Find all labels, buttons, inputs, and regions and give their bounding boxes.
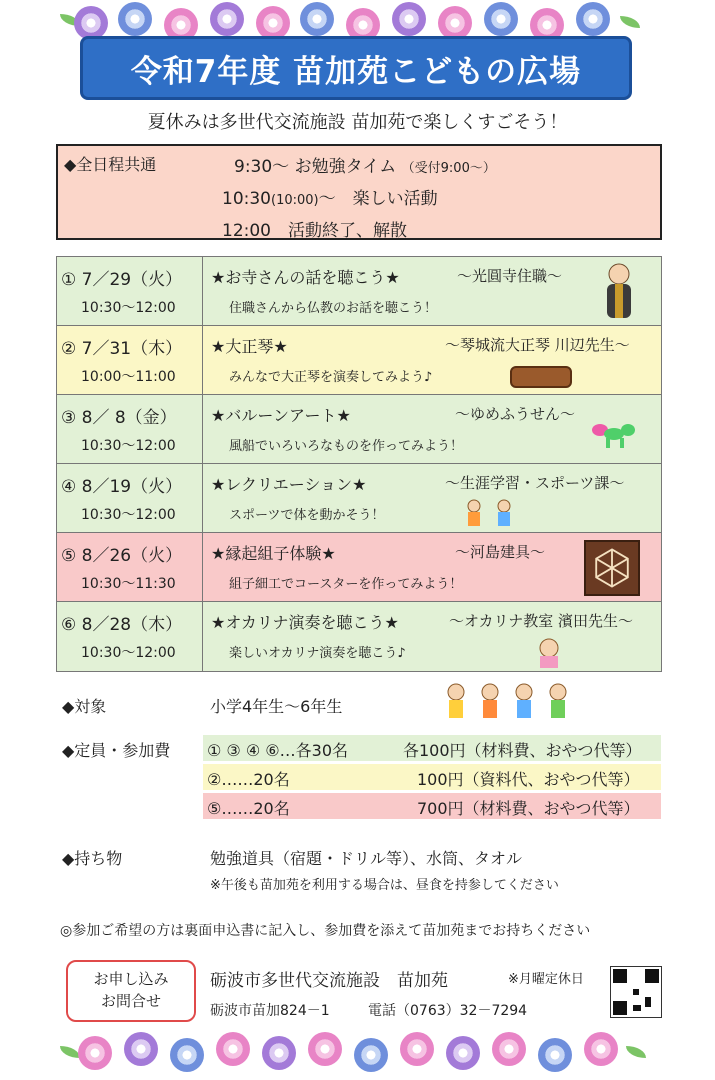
kumiko-coaster-illustration xyxy=(584,540,640,596)
event-title: ★縁起組子体験★ xyxy=(211,544,336,563)
facility-phone: 電話（0763）32－7294 xyxy=(368,1003,528,1019)
koto-illustration xyxy=(510,366,572,388)
children-illustration xyxy=(440,682,580,726)
table-row xyxy=(57,395,661,464)
table-row xyxy=(57,464,661,533)
date-cell xyxy=(57,533,203,601)
belongings-label: ◆持ち物 xyxy=(62,849,123,868)
activity-start: 10:30 xyxy=(222,189,271,209)
fee-capacity: ⑤……20名 xyxy=(207,799,290,818)
event-title: ★大正琴★ xyxy=(211,337,288,356)
event-date: ③ 8／ 8（金） xyxy=(61,408,177,428)
study-time-text: 9:30～ お勉強タイム xyxy=(234,157,397,177)
ocarina-player-illustration xyxy=(532,636,566,670)
event-time: 10:30～11:30 xyxy=(81,576,176,592)
fee-amount: 100円（資料代、おやつ代等） xyxy=(417,770,640,789)
fee-amount: 700円（材料費、おやつ代等） xyxy=(417,799,640,818)
fee-amount: 各100円（材料費、おやつ代等） xyxy=(403,741,642,760)
reception-note: （受付9:00～） xyxy=(401,161,496,176)
common-label: ◆全日程共通 xyxy=(64,155,157,174)
date-cell xyxy=(57,464,203,532)
inquiry-label: お問合せ xyxy=(100,992,161,1010)
event-description: みんなで大正琴を演奏してみよう♪ xyxy=(229,370,433,385)
target-label: ◆対象 xyxy=(62,697,107,716)
fees-label: ◆定員・参加費 xyxy=(62,741,171,760)
closed-day-note: ※月曜定休日 xyxy=(508,972,584,987)
table-row xyxy=(57,602,661,671)
lunch-note: ※午後も苗加苑を利用する場合は、昼食を持参してください xyxy=(210,878,559,893)
monk-illustration xyxy=(602,262,636,320)
belongings-value: 勉強道具（宿題・ドリル等）、水筒、タオル xyxy=(210,849,523,868)
event-host: ～生涯学習・スポーツ課～ xyxy=(445,474,625,492)
event-host: ～ゆめふうせん～ xyxy=(455,405,576,423)
page-title: 令和7年度 苗加苑こどもの広場 xyxy=(80,36,632,100)
fee-capacity: ②……20名 xyxy=(207,770,290,789)
facility-address: 砺波市苗加824－1 xyxy=(210,1003,330,1019)
application-notice: ◎参加ご希望の方は裏面申込書に記入し、参加費を添えて苗加苑までお持ちください xyxy=(60,923,591,939)
event-title: ★レクリエーション★ xyxy=(211,475,367,494)
event-title: ★お寺さんの話を聴こう★ xyxy=(211,268,400,287)
event-date: ④ 8／19（火） xyxy=(61,477,183,497)
activity-note: (10:00) xyxy=(271,193,319,208)
event-host: ～琴城流大正琴 川辺先生～ xyxy=(445,336,630,354)
fee-row xyxy=(203,764,661,790)
event-title: ★バルーンアート★ xyxy=(211,406,351,425)
event-time: 10:30～12:00 xyxy=(81,507,176,523)
fee-row xyxy=(203,793,661,819)
event-description: 住職さんから仏教のお話を聴こう！ xyxy=(229,301,438,316)
kids-exercise-illustration xyxy=(458,498,522,534)
date-cell xyxy=(57,395,203,463)
event-schedule-table xyxy=(56,256,662,672)
fee-row xyxy=(203,735,661,761)
event-time: 10:30～12:00 xyxy=(81,645,176,661)
common-schedule-box xyxy=(56,144,662,240)
event-date: ① 7／29（火） xyxy=(61,270,183,290)
event-host: ～光圓寺住職～ xyxy=(457,267,563,285)
activity-time xyxy=(222,184,438,209)
end-time: 12:00 活動終了、解散 xyxy=(222,221,407,241)
activity-text: ～ 楽しい活動 xyxy=(318,189,438,209)
page-subtitle: 夏休みは多世代交流施設 苗加苑で楽しくすごそう！ xyxy=(147,112,568,133)
event-date: ⑤ 8／26（火） xyxy=(61,546,183,566)
event-time: 10:00～11:00 xyxy=(81,369,176,385)
target-value: 小学4年生～6年生 xyxy=(210,697,343,716)
event-host: ～河島建具～ xyxy=(455,543,546,561)
fee-capacity: ① ③ ④ ⑥…各30名 xyxy=(207,741,348,760)
event-time: 10:30～12:00 xyxy=(81,438,176,454)
facility-name: 砺波市多世代交流施設 苗加苑 xyxy=(210,971,448,991)
apply-label: お申し込み xyxy=(93,970,169,988)
event-title: ★オカリナ演奏を聴こう★ xyxy=(211,613,399,632)
date-cell xyxy=(57,602,203,671)
event-description: 風船でいろいろなものを作ってみよう！ xyxy=(229,439,464,454)
event-description: 組子細工でコースターを作ってみよう！ xyxy=(229,577,463,592)
event-time: 10:30～12:00 xyxy=(81,300,176,316)
event-date: ⑥ 8／28（木） xyxy=(61,615,183,635)
table-row xyxy=(57,257,661,326)
qr-code[interactable] xyxy=(610,966,662,1018)
table-row xyxy=(57,533,661,602)
event-date: ② 7／31（木） xyxy=(61,339,183,359)
study-time xyxy=(234,152,496,177)
apply-contact-box xyxy=(66,960,196,1022)
date-cell xyxy=(57,257,203,325)
event-host: ～オカリナ教室 濱田先生～ xyxy=(449,612,634,630)
date-cell xyxy=(57,326,203,394)
event-description: 楽しいオカリナ演奏を聴こう♪ xyxy=(229,646,406,661)
flower-garland-bottom xyxy=(60,1032,660,1074)
balloon-dog-illustration xyxy=(590,420,636,450)
event-description: スポーツで体を動かそう！ xyxy=(229,508,385,523)
